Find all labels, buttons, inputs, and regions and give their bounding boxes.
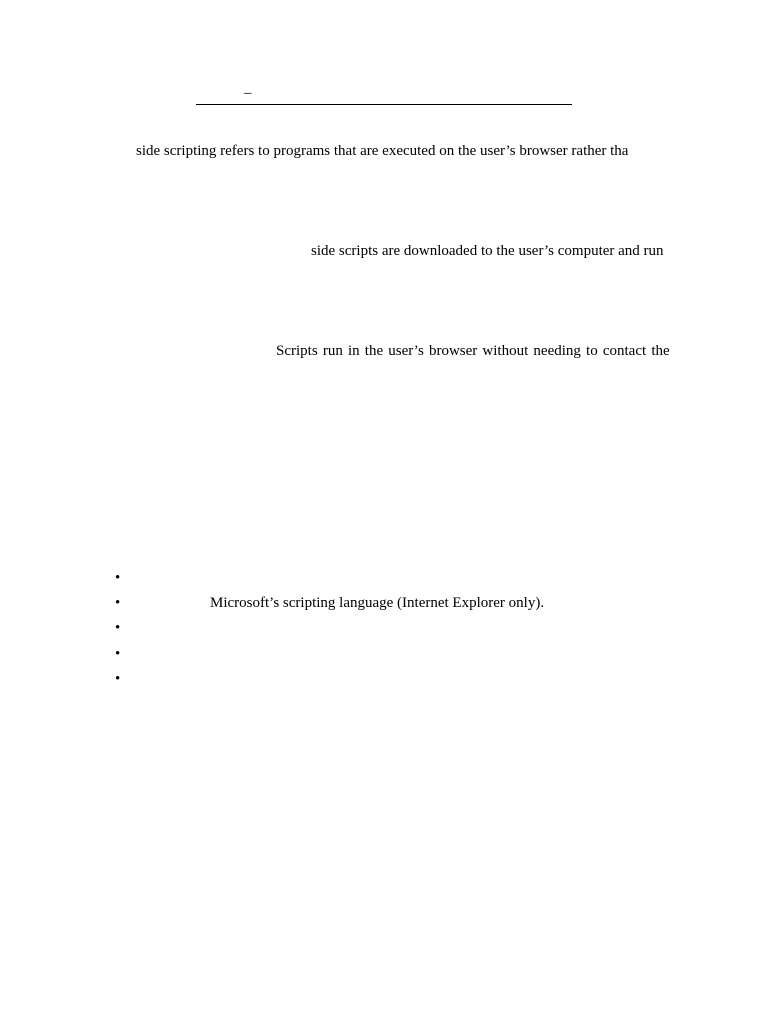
list-item (0, 669, 768, 694)
list-item-text: Microsoft’s scripting language (Internet Explorer only). (210, 595, 545, 612)
bullet-glyph: • (115, 645, 121, 662)
list-item (0, 618, 768, 643)
heading-underline (196, 104, 572, 105)
bullet-glyph: • (115, 570, 121, 586)
bullet-glyph: • (115, 620, 121, 637)
body-line-2: side scripts are downloaded to the user’s computer and run (311, 243, 664, 259)
bullet-glyph: • (115, 670, 121, 687)
list-item (0, 644, 768, 669)
heading-dash: – (244, 85, 252, 101)
body-line-1: side scripting refers to programs that are executed on the user’s browser rather tha (136, 143, 629, 159)
body-line-3: Scripts run in the user’s browser without needing to contact the (276, 343, 670, 359)
bullet-list (0, 568, 768, 694)
list-item (0, 568, 768, 593)
bullet-glyph: • (115, 595, 121, 612)
list-item (0, 593, 768, 618)
